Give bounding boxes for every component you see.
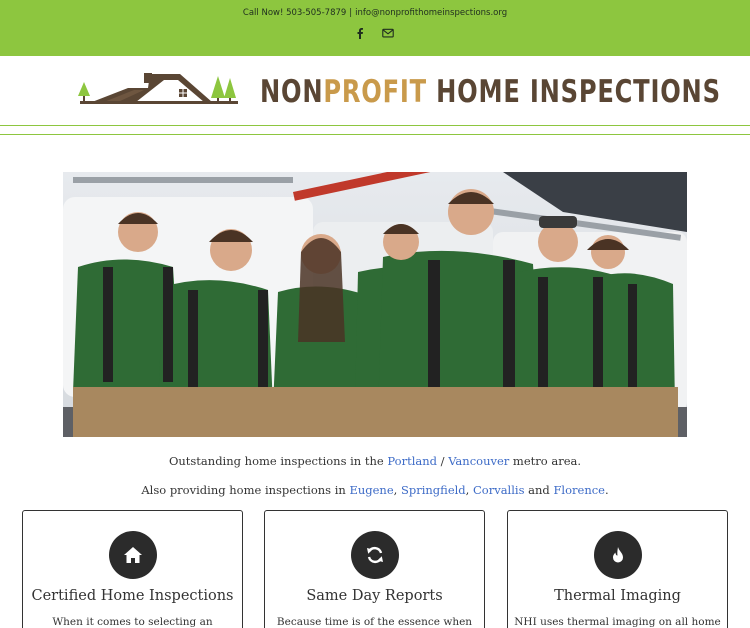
card-text: Because time is of the essence when xyxy=(276,616,473,628)
intro-slash: / xyxy=(437,454,449,468)
facebook-icon[interactable] xyxy=(354,24,366,36)
logo-word-non: NON xyxy=(260,74,324,110)
springfield-link[interactable]: Springfield xyxy=(400,483,466,497)
intro2-text-1: Also providing home inspections in xyxy=(141,483,350,497)
card-title: Certified Home Inspections xyxy=(31,588,234,604)
portland-link[interactable]: Portland xyxy=(387,454,437,468)
intro-text-1: Outstanding home inspections in the xyxy=(168,454,388,468)
header-divider-top xyxy=(0,125,750,126)
logo-wordmark[interactable] xyxy=(260,74,721,110)
fire-icon xyxy=(594,531,642,579)
header-divider-bottom xyxy=(0,134,750,135)
feature-card-certified[interactable] xyxy=(22,510,243,628)
additional-areas-text xyxy=(0,483,750,497)
service-area-text xyxy=(0,454,750,468)
vancouver-link[interactable]: Vancouver xyxy=(448,454,510,468)
site-header xyxy=(0,56,750,126)
logo-house-graphic[interactable] xyxy=(78,72,240,110)
corvallis-link[interactable]: Corvallis xyxy=(472,483,525,497)
card-text: When it comes to selecting an xyxy=(52,616,213,628)
card-title: Same Day Reports xyxy=(306,588,443,604)
florence-link[interactable]: Florence xyxy=(553,483,605,497)
card-title: Thermal Imaging xyxy=(554,588,681,604)
eugene-link[interactable]: Eugene xyxy=(349,483,394,497)
feature-card-same-day[interactable] xyxy=(264,510,485,628)
intro2-and: and xyxy=(524,483,554,497)
intro2-comma-2: , xyxy=(465,483,473,497)
intro2-comma-1: , xyxy=(393,483,401,497)
contact-info xyxy=(0,8,750,18)
mail-icon[interactable] xyxy=(382,24,394,36)
phone-link[interactable]: Call Now! 503-505-7879 xyxy=(242,8,347,18)
intro-text-2: metro area. xyxy=(509,454,582,468)
top-bar xyxy=(0,0,750,56)
team-photo xyxy=(63,172,687,437)
email-link[interactable]: info@nonprofithomeinspections.org xyxy=(355,8,508,18)
intro2-period: . xyxy=(604,483,609,497)
home-icon xyxy=(109,531,157,579)
card-text: NHI uses thermal imaging on all home xyxy=(514,616,721,628)
contact-separator: | xyxy=(349,8,353,18)
social-links xyxy=(354,24,394,36)
logo-word-profit: PROFIT xyxy=(323,74,427,110)
feature-card-thermal[interactable] xyxy=(507,510,728,628)
refresh-icon xyxy=(351,531,399,579)
logo-word-rest: HOME INSPECTIONS xyxy=(426,74,721,110)
